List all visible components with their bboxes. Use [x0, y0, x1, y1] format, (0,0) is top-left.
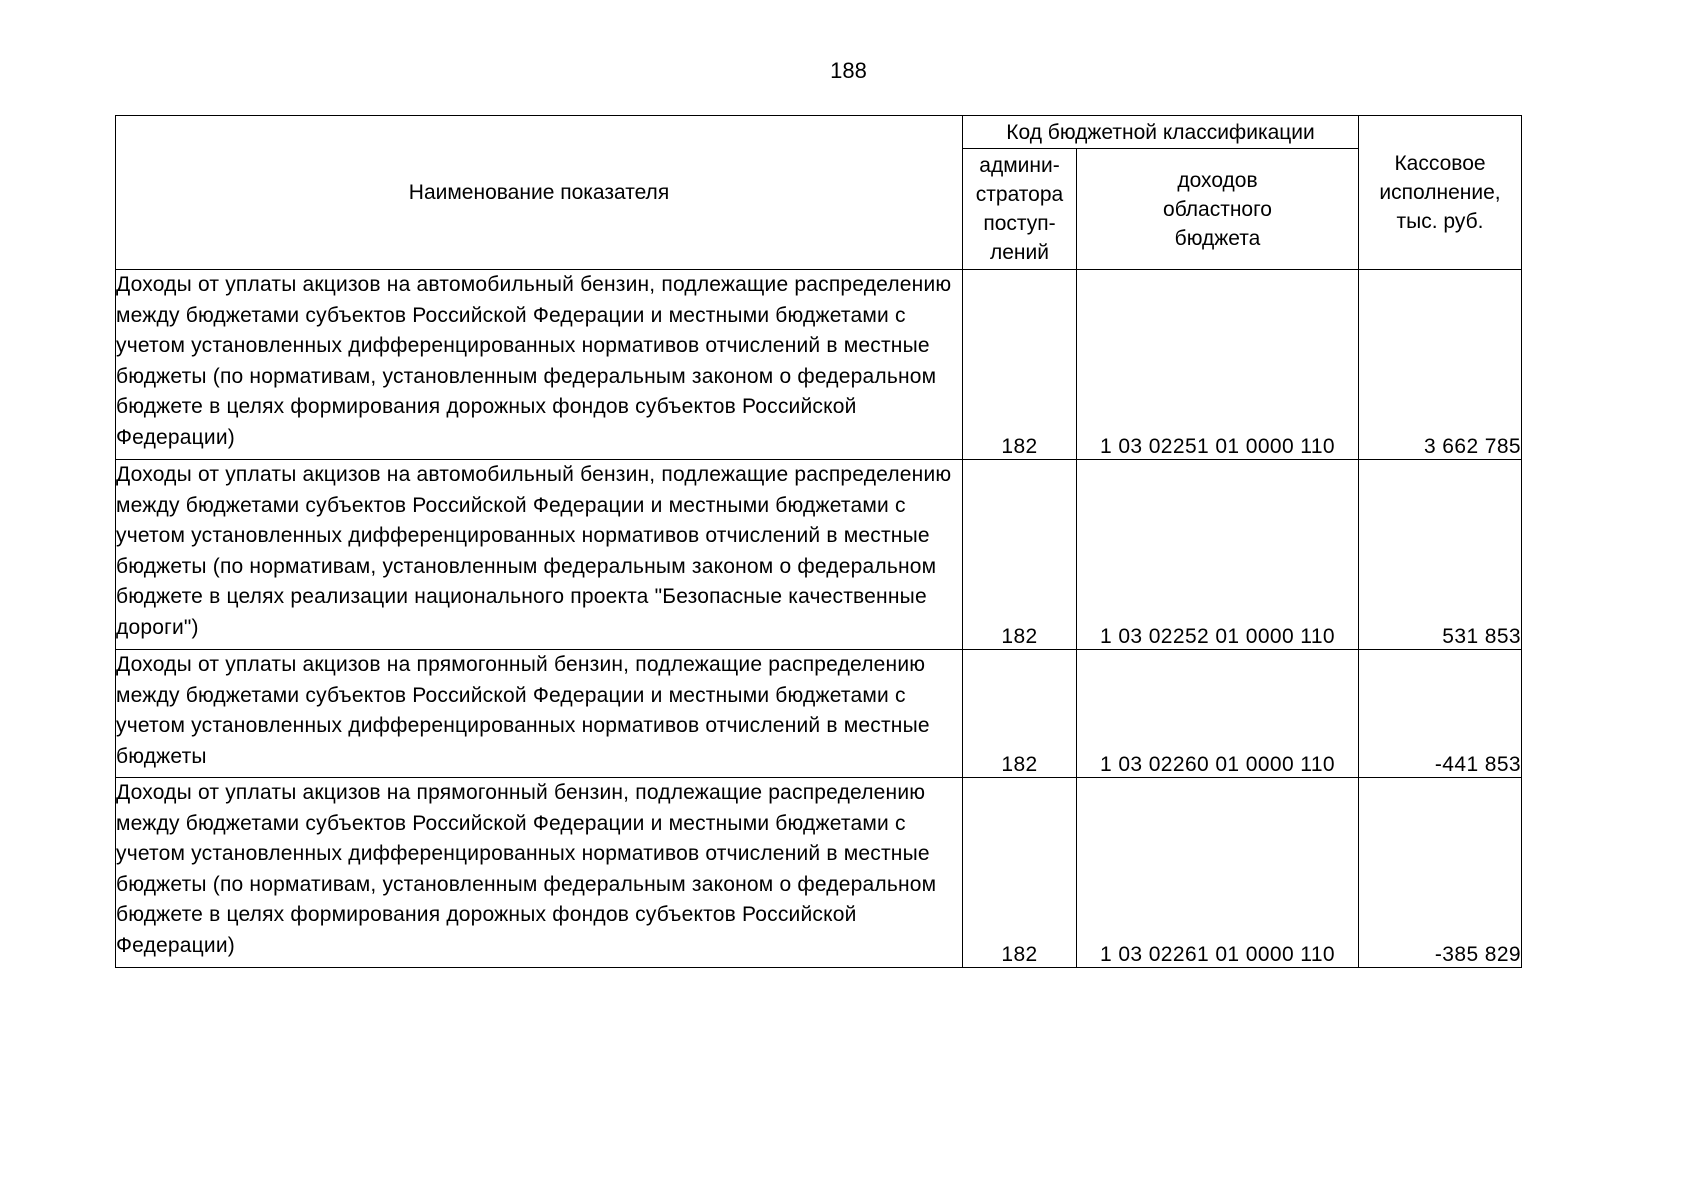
table-row: [116, 460, 1522, 650]
amount-cell: 3 662 785: [1359, 270, 1522, 460]
amount-cell: 531 853: [1359, 460, 1522, 650]
administrator-code-cell: 182: [963, 650, 1077, 778]
income-code-cell: 1 03 02252 01 0000 110: [1077, 460, 1359, 650]
table-row: [116, 270, 1522, 460]
amount-cell: -385 829: [1359, 778, 1522, 968]
indicator-name-cell: Доходы от уплаты акцизов на прямогонный бензин, подлежащие распределению между бюджетами субъектов Российской Федерации и местными бюджетами с учетом установленных дифференцированных нормативов отчислений в местные бюджеты: [116, 650, 963, 778]
indicator-name-cell: Доходы от уплаты акцизов на автомобильный бензин, подлежащие распределению между бюджетами субъектов Российской Федерации и местными бюджетами с учетом установленных дифференцированных нормативов отчислений в местные бюджеты (по нормативам, установленным федеральным законом о федеральном бюджете в целях формирования дорожных фондов субъектов Российской Федерации): [116, 270, 963, 460]
header-regional-budget-income: доходов областного бюджета: [1077, 149, 1359, 270]
table-row: [116, 650, 1522, 778]
administrator-code-cell: 182: [963, 270, 1077, 460]
income-code-cell: 1 03 02261 01 0000 110: [1077, 778, 1359, 968]
budget-table: [115, 115, 1522, 968]
header-indicator-name: Наименование показателя: [116, 116, 963, 270]
income-code-cell: 1 03 02251 01 0000 110: [1077, 270, 1359, 460]
header-budget-classification-code: Код бюджетной классификации: [963, 116, 1359, 149]
page-number: 188: [830, 58, 867, 83]
header-administrator: админи-стратора поступ-лений: [963, 149, 1077, 270]
administrator-code-cell: 182: [963, 460, 1077, 650]
table-row: [116, 778, 1522, 968]
administrator-code-cell: 182: [963, 778, 1077, 968]
income-code-cell: 1 03 02260 01 0000 110: [1077, 650, 1359, 778]
indicator-name-cell: Доходы от уплаты акцизов на автомобильный бензин, подлежащие распределению между бюджетами субъектов Российской Федерации и местными бюджетами с учетом установленных дифференцированных нормативов отчислений в местные бюджеты (по нормативам, установленным федеральным законом о федеральном бюджете в целях реализации национального проекта "Безопасные качественные дороги"): [116, 460, 963, 650]
indicator-name-cell: Доходы от уплаты акцизов на прямогонный бензин, подлежащие распределению между бюджетами субъектов Российской Федерации и местными бюджетами с учетом установленных дифференцированных нормативов отчислений в местные бюджеты (по нормативам, установленным федеральным законом о федеральном бюджете в целях формирования дорожных фондов субъектов Российской Федерации): [116, 778, 963, 968]
header-cash-execution: Кассовое исполнение, тыс. руб.: [1359, 116, 1522, 270]
amount-cell: -441 853: [1359, 650, 1522, 778]
